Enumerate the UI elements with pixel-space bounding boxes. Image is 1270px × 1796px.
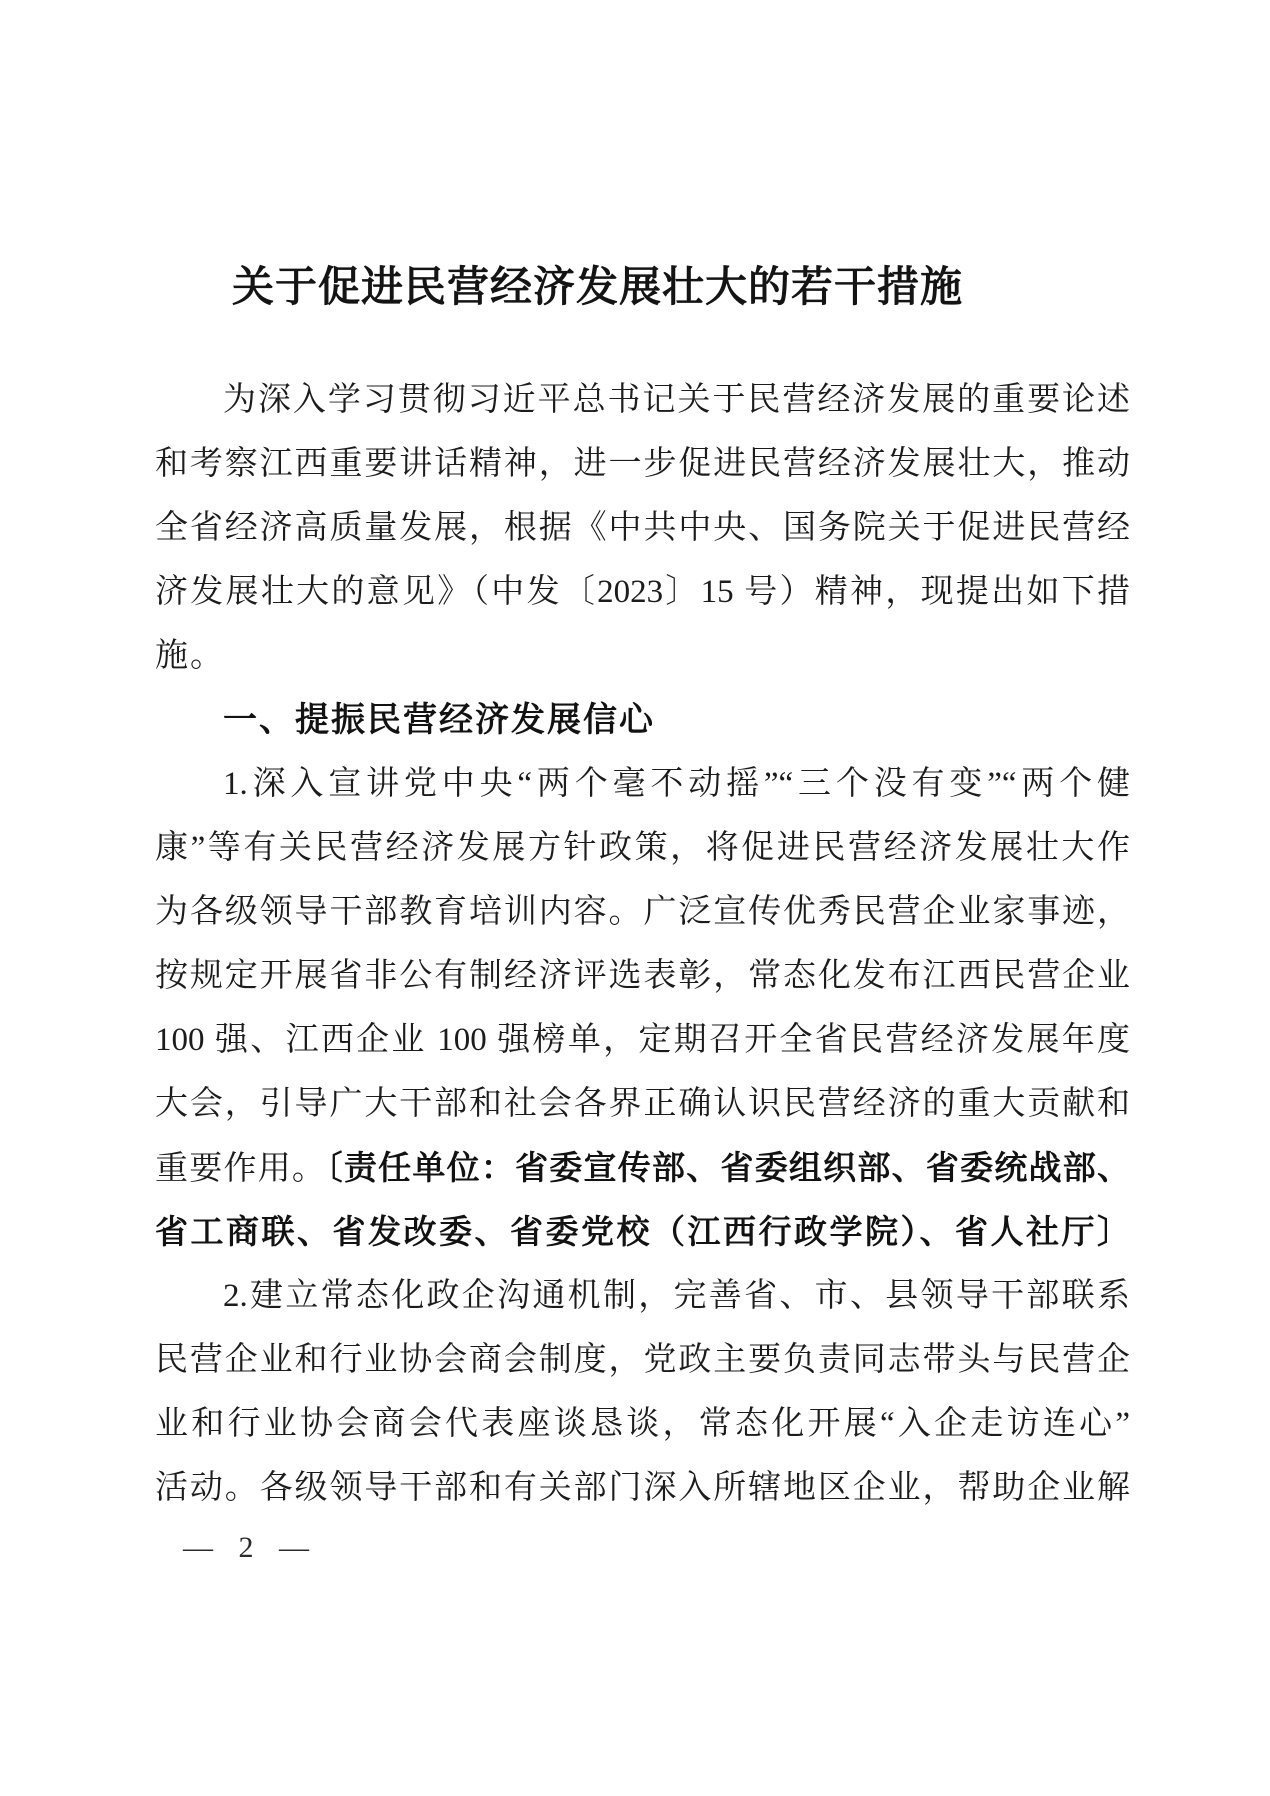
text-segment: 民营企业和行业协会商会制度，党政主要负责同志带头与民营企 [155,1342,1130,1378]
text-segment: 和考察江西重要讲话精神，进一步促进民营经济发展壮大，推动 [155,446,1130,482]
text-segment: 重要作用。 [155,1151,327,1187]
text-line [155,1072,1130,1136]
text-segment: 活动。各级领导干部和有关部门深入所辖地区企业，帮助企业解 [155,1470,1130,1506]
text-line [155,1136,1130,1200]
text-line [155,944,1130,1008]
text-segment: 按规定开展省非公有制经济评选表彰，常态化发布江西民营企业 [155,958,1130,994]
text-line [155,1456,1130,1520]
text-segment: 全省经济高质量发展，根据《中共中央、国务院关于促进民营经 [155,510,1130,546]
text-segment: 一、提振民营经济发展信心 [223,701,655,739]
text-line [155,624,1130,688]
text-segment: 100 强、江西企业 100 强榜单，定期召开全省民营经济发展年度 [155,1022,1130,1058]
text-segment: 〔责任单位：省委宣传部、省委组织部、省委统战部、 [326,1149,1131,1186]
text-line [155,1264,1130,1328]
text-line [155,752,1130,816]
text-line [155,496,1130,560]
text-segment: 济发展壮大的意见》（中发〔2023〕15 号）精神，现提出如下措 [155,574,1130,610]
page-number: — 2 — [183,1531,311,1564]
text-line [155,432,1130,496]
text-segment: 业和行业协会商会代表座谈恳谈，常态化开展“入企走访连心” [155,1406,1130,1442]
text-segment: 为深入学习贯彻习近平总书记关于民营经济发展的重要论述 [223,382,1130,418]
text-segment: 大会，引导广大干部和社会各界正确认识民营经济的重大贡献和 [155,1086,1130,1122]
section-heading [155,688,1130,752]
text-line [155,1008,1130,1072]
text-line [155,368,1130,432]
text-segment: 康”等有关民营经济发展方针政策，将促进民营经济发展壮大作 [155,830,1130,866]
text-line [155,560,1130,624]
text-segment: 省工商联、省发改委、省委党校（江西行政学院）、省人社厅〕 [155,1213,1130,1250]
text-line [155,880,1130,944]
text-segment: 2.建立常态化政企沟通机制，完善省、市、县领导干部联系 [223,1278,1130,1314]
text-line [155,816,1130,880]
text-line [155,1392,1130,1456]
text-segment: 1.深入宣讲党中央“两个毫不动摇”“三个没有变”“两个健 [223,766,1130,802]
document-body [155,368,1130,1520]
text-segment: 为各级领导干部教育培训内容。广泛宣传优秀民营企业家事迹， [155,894,1130,930]
document-title: 关于促进民营经济发展壮大的若干措施 [231,265,963,311]
text-line [155,1200,1130,1264]
text-line [155,1328,1130,1392]
text-segment: 施。 [155,638,225,674]
